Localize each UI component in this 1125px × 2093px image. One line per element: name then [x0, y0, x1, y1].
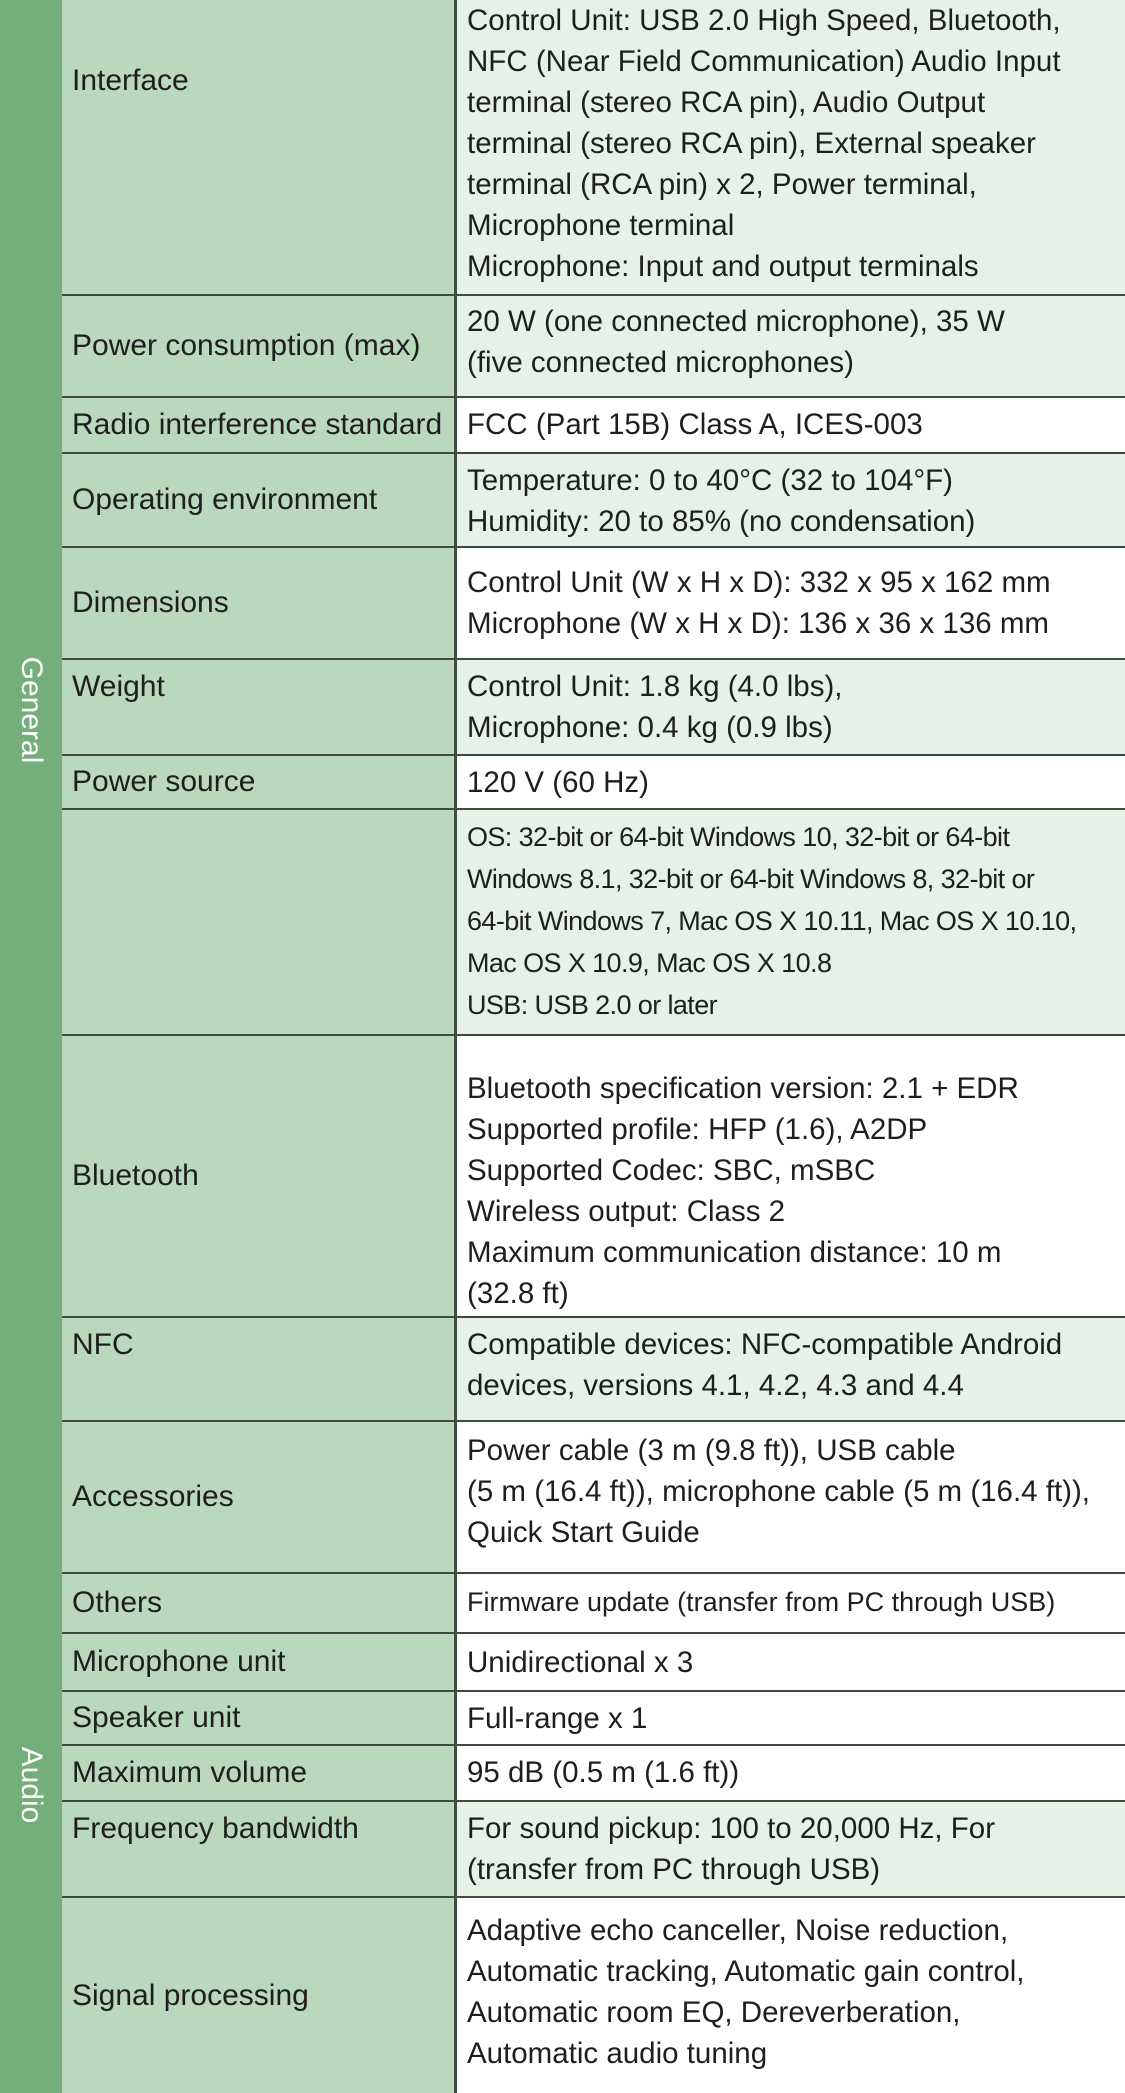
- spec-label: Bluetooth: [72, 1159, 199, 1192]
- spec-row: [62, 1036, 1125, 1318]
- spec-value-cell: [457, 1422, 1125, 1572]
- spec-value-line: USB: USB 2.0 or later: [467, 990, 718, 1020]
- spec-label: Speaker unit: [72, 1701, 241, 1734]
- spec-row: [62, 1318, 1125, 1422]
- spec-value-line: Wireless output: Class 2: [467, 1195, 786, 1228]
- spec-label-cell: [62, 1574, 457, 1632]
- spec-value-line: (32.8 ft): [467, 1277, 569, 1310]
- spec-value-cell: [457, 1802, 1125, 1896]
- spec-label: Maximum volume: [72, 1756, 308, 1789]
- spec-value-line: Automatic audio tuning: [467, 2037, 768, 2070]
- spec-value-cell: [457, 1318, 1125, 1420]
- spec-value-line: Humidity: 20 to 85% (no condensation): [467, 505, 976, 538]
- spec-label-cell: [62, 454, 457, 546]
- spec-value-line: Firmware update (transfer from PC through USB): [467, 1587, 1056, 1617]
- spec-value-line: Maximum communication distance: 10 m: [467, 1236, 1002, 1269]
- spec-label-cell: [62, 1692, 457, 1744]
- spec-row: [62, 454, 1125, 548]
- spec-label: NFC: [72, 1328, 134, 1361]
- spec-value-cell: [457, 548, 1125, 658]
- spec-value-line: 20 W (one connected microphone), 35 W: [467, 305, 1005, 338]
- spec-label: Microphone unit: [72, 1645, 286, 1678]
- spec-row: [62, 548, 1125, 660]
- spec-value-line: 95 dB (0.5 m (1.6 ft)): [467, 1756, 740, 1789]
- spec-label-cell: [62, 1898, 457, 2093]
- spec-value-line: NFC (Near Field Communication) Audio Input: [467, 45, 1061, 78]
- spec-row: [62, 1746, 1125, 1802]
- spec-value-line: Automatic tracking, Automatic gain control,: [467, 1955, 1025, 1988]
- spec-label: Frequency bandwidth: [72, 1812, 359, 1845]
- spec-value-line: Microphone: Input and output terminals: [467, 250, 979, 283]
- spec-value-cell: [457, 1574, 1125, 1632]
- spec-row: [62, 660, 1125, 756]
- spec-value-line: terminal (stereo RCA pin), Audio Output: [467, 86, 986, 119]
- spec-row: [62, 1692, 1125, 1746]
- spec-label: Dimensions: [72, 586, 229, 619]
- spec-value-line: For sound pickup: 100 to 20,000 Hz, For: [467, 1812, 996, 1845]
- spec-label-cell: [62, 1036, 457, 1316]
- spec-value-cell: [457, 1036, 1125, 1316]
- spec-label-cell: [62, 756, 457, 808]
- spec-value-line: (five connected microphones): [467, 346, 854, 379]
- spec-value-cell: [457, 1898, 1125, 2093]
- spec-row: [62, 756, 1125, 810]
- spec-label: Radio interference standard: [72, 408, 443, 441]
- spec-row: [62, 810, 1125, 1036]
- spec-label: Others: [72, 1586, 163, 1619]
- spec-label-cell: [62, 398, 457, 452]
- spec-value-cell: [457, 756, 1125, 808]
- spec-value-line: Adaptive echo canceller, Noise reduction,: [467, 1914, 1009, 1947]
- spec-value-line: Supported profile: HFP (1.6), A2DP: [467, 1113, 928, 1146]
- spec-value-line: OS: 32-bit or 64-bit Windows 10, 32-bit or 64-bit: [467, 822, 1010, 852]
- spec-row: [62, 1898, 1125, 2093]
- spec-value-line: Supported Codec: SBC, mSBC: [467, 1154, 876, 1187]
- spec-value-line: Microphone terminal: [467, 209, 735, 242]
- spec-label-cell: [62, 548, 457, 658]
- spec-label-cell: [62, 1802, 457, 1896]
- spec-row: [62, 1634, 1125, 1692]
- spec-value-line: Bluetooth specification version: 2.1 + EDR: [467, 1072, 1019, 1105]
- spec-label-cell: [62, 1422, 457, 1572]
- spec-row: [62, 1574, 1125, 1634]
- spec-row: [62, 296, 1125, 398]
- spec-label: Accessories: [72, 1480, 234, 1513]
- group-label-audio: Audio: [15, 1746, 48, 1824]
- spec-label: Signal processing: [72, 1978, 309, 2012]
- spec-value-cell: [457, 1692, 1125, 1744]
- spec-value-line: (5 m (16.4 ft)), microphone cable (5 m (16.4 ft)),: [467, 1475, 1090, 1508]
- spec-value-line: Microphone: 0.4 kg (0.9 lbs): [467, 711, 833, 744]
- spec-value-cell: [457, 660, 1125, 754]
- spec-value-cell: [457, 810, 1125, 1034]
- spec-value-line: 64-bit Windows 7, Mac OS X 10.11, Mac OS X 10.10,: [467, 906, 1077, 936]
- spec-value-line: terminal (RCA pin) x 2, Power terminal,: [467, 168, 977, 201]
- spec-label-cell: [62, 0, 457, 294]
- spec-value-line: devices, versions 4.1, 4.2, 4.3 and 4.4: [467, 1369, 964, 1402]
- spec-value-line: FCC (Part 15B) Class A, ICES-003: [467, 408, 923, 441]
- spec-value-cell: [457, 1746, 1125, 1800]
- spec-row: [62, 1422, 1125, 1574]
- spec-row: [62, 398, 1125, 454]
- spec-value-line: Power cable (3 m (9.8 ft)), USB cable: [467, 1434, 956, 1467]
- spec-value-cell: [457, 0, 1125, 294]
- spec-value-line: Control Unit: 1.8 kg (4.0 lbs),: [467, 670, 843, 703]
- spec-value-line: Automatic room EQ, Dereverberation,: [467, 1996, 961, 2029]
- group-label-general: General: [15, 656, 48, 764]
- spec-label-cell: [62, 1634, 457, 1690]
- spec-value-line: terminal (stereo RCA pin), External speaker: [467, 127, 1036, 160]
- spec-value-line: Compatible devices: NFC-compatible Android: [467, 1328, 1063, 1361]
- spec-label-cell: [62, 810, 457, 1034]
- spec-value-line: Temperature: 0 to 40°C (32 to 104°F): [467, 464, 954, 497]
- spec-value-cell: [457, 296, 1125, 396]
- spec-label: Power consumption (max): [72, 329, 421, 362]
- spec-value-cell: [457, 454, 1125, 546]
- spec-label-cell: [62, 660, 457, 754]
- spec-label: Weight: [72, 670, 165, 703]
- spec-label: Operating environment: [72, 483, 378, 516]
- spec-value-line: Control Unit: USB 2.0 High Speed, Bluetooth,: [467, 4, 1061, 37]
- spec-value-line: Windows 8.1, 32-bit or 64-bit Windows 8, 32-bit or: [467, 864, 1035, 894]
- spec-value-line: Quick Start Guide: [467, 1516, 700, 1549]
- spec-label: Interface: [72, 64, 189, 97]
- spec-value-line: Mac OS X 10.9, Mac OS X 10.8: [467, 948, 832, 978]
- spec-label: Power source: [72, 765, 256, 798]
- spec-value-line: (transfer from PC through USB): [467, 1853, 881, 1886]
- spec-value-line: Microphone (W x H x D): 136 x 36 x 136 mm: [467, 607, 1049, 640]
- spec-value-cell: [457, 1634, 1125, 1690]
- spec-value-line: 120 V (60 Hz): [467, 766, 649, 799]
- spec-value-line: Control Unit (W x H x D): 332 x 95 x 162 mm: [467, 566, 1051, 599]
- spec-label-cell: [62, 1746, 457, 1800]
- spec-value-cell: [457, 398, 1125, 452]
- spec-row: [62, 1802, 1125, 1898]
- spec-label-cell: [62, 1318, 457, 1420]
- spec-value-line: Full-range x 1: [467, 1702, 648, 1735]
- spec-row: [62, 0, 1125, 296]
- spec-label-cell: [62, 296, 457, 396]
- spec-value-line: Unidirectional x 3: [467, 1646, 694, 1679]
